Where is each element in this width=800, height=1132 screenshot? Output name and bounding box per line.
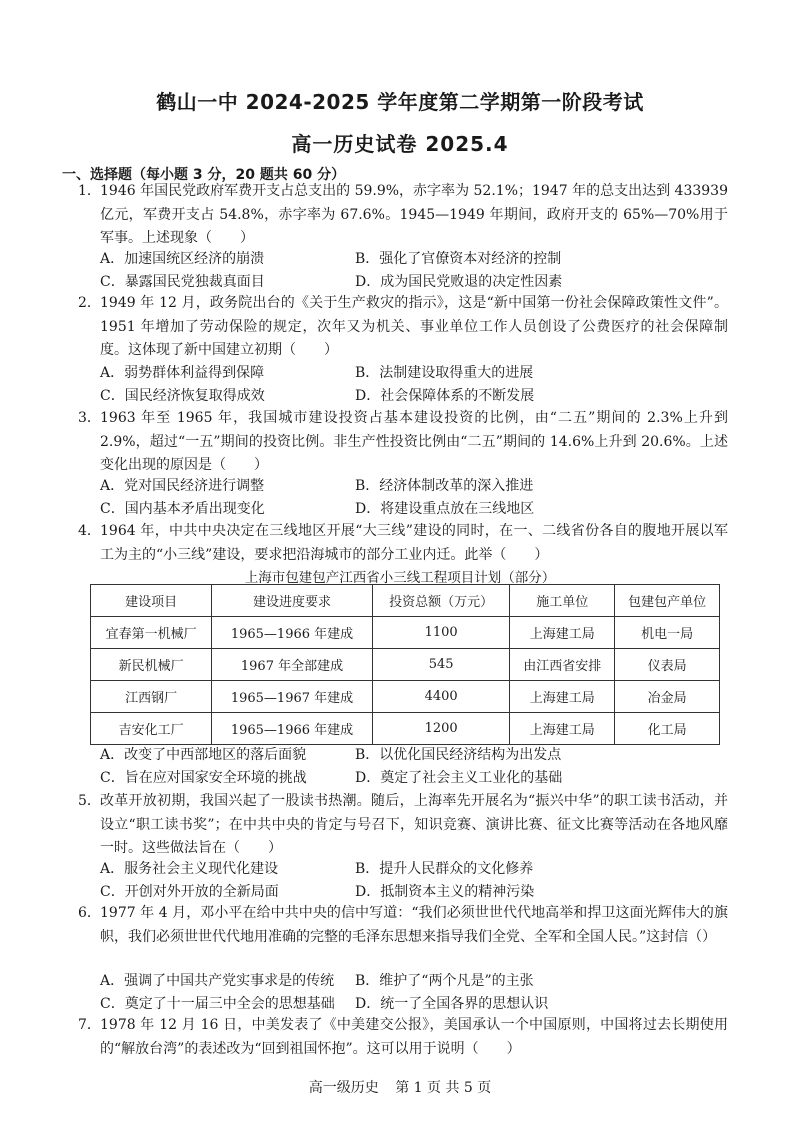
table-cell: 1965—1966 年建成	[212, 617, 373, 649]
column-header: 施工单位	[510, 585, 615, 617]
table-row	[91, 649, 720, 681]
option-c[interactable]: C．国民经济恢复取得成效	[100, 387, 265, 404]
question-7	[78, 1014, 728, 1061]
option-a[interactable]: A．强调了中国共产党实事求是的传统	[100, 973, 335, 989]
column-header: 建设进度要求	[212, 585, 373, 617]
table-cell: 宜春第一机械厂	[91, 617, 212, 649]
option-d[interactable]: D．将建设重点放在三线地区	[355, 500, 535, 517]
table-cell: 冶金局	[615, 681, 720, 713]
question-5	[78, 790, 728, 861]
question-number: 1．	[78, 183, 101, 199]
table-cell: 4400	[372, 681, 510, 713]
table-row	[91, 681, 720, 713]
table-cell: 上海建工局	[510, 617, 615, 649]
table-cell: 1100	[372, 617, 510, 649]
question-1-options	[100, 248, 700, 293]
option-a[interactable]: A．弱势群体利益得到保障	[100, 365, 265, 381]
question-stem: 1978 年 12 月 16 日，中美发表了《中美建交公报》，美国承认一个中国原则，中国将过去长期使用的“解放台湾”的表述改为“回到祖国怀抱”。这可以用于说明（ ）	[100, 1017, 728, 1057]
question-1	[78, 180, 728, 251]
table-cell: 仪表局	[615, 649, 720, 681]
option-b[interactable]: B．维护了“两个凡是”的主张	[355, 973, 534, 989]
question-4	[78, 520, 728, 567]
option-d[interactable]: D．社会保障体系的不断发展	[355, 387, 535, 404]
question-number: 3．	[78, 410, 101, 426]
page-footer	[0, 1077, 800, 1097]
option-a[interactable]: A．加速国统区经济的崩溃	[100, 251, 265, 267]
question-number: 7．	[78, 1017, 101, 1033]
project-table	[90, 584, 720, 745]
option-b[interactable]: B．经济体制改革的深入推进	[355, 478, 534, 494]
option-c[interactable]: C．开创对外开放的全新局面	[100, 883, 279, 900]
option-c[interactable]: C．奠定了十一届三中全会的思想基础	[100, 995, 335, 1012]
option-d[interactable]: D．奠定了社会主义工业化的基础	[355, 769, 563, 786]
question-3-options	[100, 475, 700, 520]
question-2	[78, 292, 728, 363]
table-cell: 1200	[372, 713, 510, 745]
table-cell: 新民机械厂	[91, 649, 212, 681]
question-number: 5．	[78, 793, 101, 809]
section-heading: 一、选择题（每小题 3 分，20 题共 60 分）	[62, 167, 346, 183]
option-b[interactable]: B．强化了官僚资本对经济的控制	[355, 251, 562, 267]
footer-page-number: 第 1 页 共 5 页	[395, 1080, 492, 1096]
question-number: 4．	[78, 523, 101, 539]
option-a[interactable]: A．改变了中西部地区的落后面貌	[100, 747, 307, 763]
question-3	[78, 407, 728, 478]
table-cell: 545	[372, 649, 510, 681]
question-6-options	[100, 970, 700, 1015]
question-number: 6．	[78, 905, 101, 921]
table-cell: 1965—1967 年建成	[212, 681, 373, 713]
option-b[interactable]: B．法制建设取得重大的进展	[355, 365, 534, 381]
column-header: 投资总额（万元）	[372, 585, 510, 617]
question-6	[78, 902, 728, 949]
option-b[interactable]: B．提升人民群众的文化修养	[355, 861, 534, 877]
table-cell: 上海建工局	[510, 713, 615, 745]
exam-title: 鹤山一中 2024-2025 学年度第二学期第一阶段考试	[156, 90, 644, 114]
question-number: 2．	[78, 295, 101, 311]
question-stem: 1963 年至 1965 年，我国城市建设投资占基本建设投资的比例，由“二五”期间的 2.3%上升到 2.9%，超过“一五”期间的投资比例。非生产性投资比例由“二五”期间的 14.6%上升到 20.6%。上述变化出现的原因是（ ）	[100, 410, 728, 473]
table-cell: 上海建工局	[510, 681, 615, 713]
question-4-options	[100, 744, 700, 789]
footer-subject: 高一级历史	[308, 1080, 379, 1096]
column-header: 包建包产单位	[615, 585, 720, 617]
option-a[interactable]: A．服务社会主义现代化建设	[100, 861, 279, 877]
option-c[interactable]: C．国内基本矛盾出现变化	[100, 500, 265, 517]
table-cell: 由江西省安排	[510, 649, 615, 681]
question-stem: 改革开放初期，我国兴起了一股读书热潮。随后，上海率先开展名为“振兴中华”的职工读书活动，并设立“职工读书奖”；在中共中央的肯定与号召下，知识竞赛、演讲比赛、征文比赛等活动在各地风靡一时。这些做法旨在（ ）	[100, 793, 728, 856]
option-c[interactable]: C．暴露国民党独裁真面目	[100, 273, 265, 290]
table-cell: 化工局	[615, 713, 720, 745]
table-row	[91, 713, 720, 745]
table-header-row	[91, 585, 720, 617]
table-cell: 1965—1966 年建成	[212, 713, 373, 745]
column-header: 建设项目	[91, 585, 212, 617]
option-a[interactable]: A．党对国民经济进行调整	[100, 478, 265, 494]
question-2-options	[100, 362, 700, 407]
table-cell: 1967 年全部建成	[212, 649, 373, 681]
table-caption: 上海市包建包产江西省小三线工程项目计划（部分）	[244, 570, 556, 586]
table-cell: 江西钢厂	[91, 681, 212, 713]
question-stem: 1964 年，中共中央决定在三线地区开展“大三线”建设的同时，在一、二线省份各自的腹地开展以军工为主的“小三线”建设，要求把沿海城市的部分工业内迁。此举（ ）	[100, 523, 728, 563]
option-c[interactable]: C．旨在应对国家安全环境的挑战	[100, 769, 307, 786]
option-b[interactable]: B．以优化国民经济结构为出发点	[355, 747, 562, 763]
exam-subtitle: 高一历史试卷 2025.4	[291, 132, 509, 156]
option-d[interactable]: D．抵制资本主义的精神污染	[355, 883, 535, 900]
option-d[interactable]: D．成为国民党败退的决定性因素	[355, 273, 563, 290]
question-stem: 1949 年 12 月，政务院出台的《关于生产救灾的指示》，这是“新中国第一份社会保障政策性文件”。1951 年增加了劳动保险的规定，次年又为机关、事业单位工作人员创设了公费医疗的社会保障制度。这体现了新中国建立初期（ ）	[100, 295, 728, 358]
question-stem: 1977 年 4 月，邓小平在给中共中央的信中写道：“我们必须世世代代地高举和捍卫这面光辉伟大的旗帜，我们必须世世代代地用准确的完整的毛泽东思想来指导我们全党、全军和全国人民。”这封信（）	[100, 905, 728, 945]
table-cell: 机电一局	[615, 617, 720, 649]
table-cell: 吉安化工厂	[91, 713, 212, 745]
question-5-options	[100, 858, 700, 903]
table-row	[91, 617, 720, 649]
question-stem: 1946 年国民党政府军费开支占总支出的 59.9%，赤字率为 52.1%；1947 年的总支出达到 433939 亿元，军费开支占 54.8%，赤字率为 67.6%。1945—1949 年期间，政府开支的 65%—70%用于军事。上述现象（ ）	[100, 183, 728, 246]
option-d[interactable]: D．统一了全国各界的思想认识	[355, 995, 549, 1012]
